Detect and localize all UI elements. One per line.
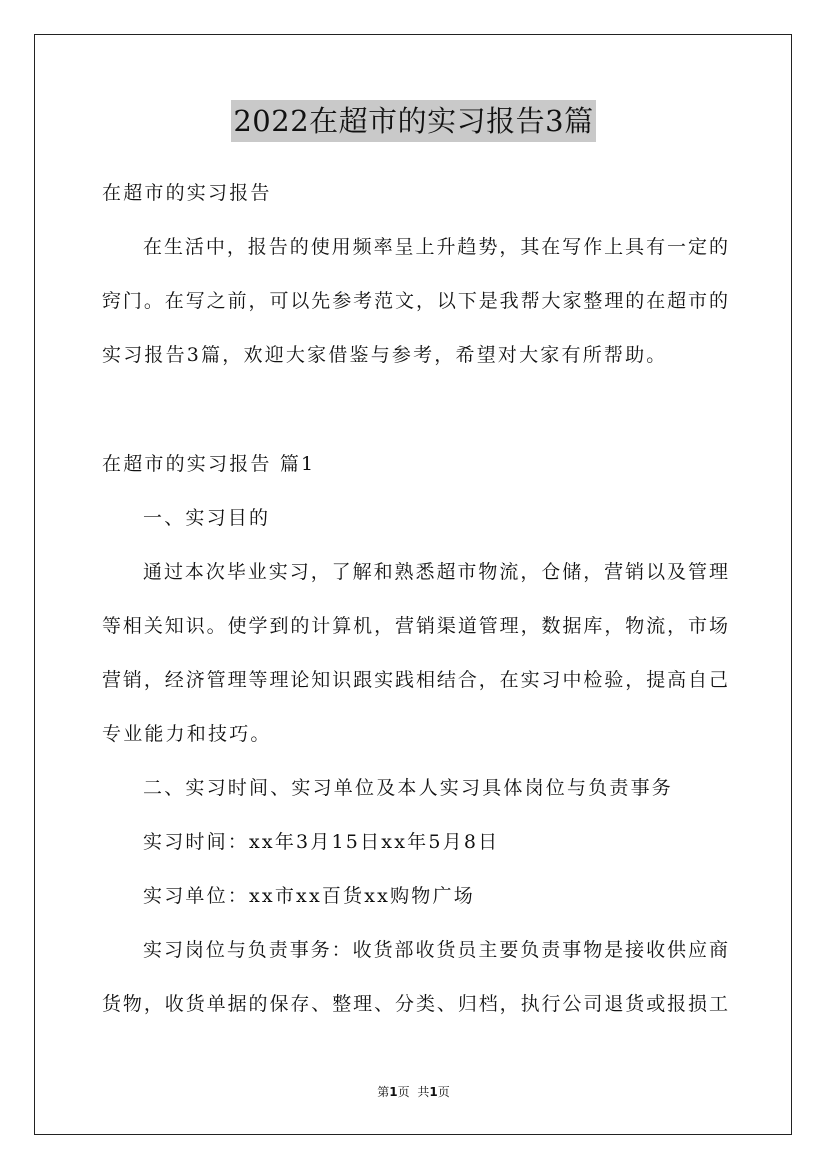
page-footer xyxy=(0,1084,827,1100)
footer-page-number: 1 xyxy=(389,1085,398,1099)
footer-total-prefix: 共 xyxy=(417,1085,430,1099)
section-heading: 在超市的实习报告 篇1 xyxy=(102,453,316,475)
footer-total-number: 1 xyxy=(429,1085,438,1099)
paragraph-line: 通过本次毕业实习，了解和熟悉超市物流，仓储，营销以及管理 xyxy=(143,561,728,583)
title-container xyxy=(0,100,827,142)
subsection-heading: 一、实习目的 xyxy=(143,507,271,529)
paragraph-line: 专业能力和技巧。 xyxy=(102,723,272,745)
paragraph-line: 营销，经济管理等理论知识跟实践相结合，在实习中检验，提高自己 xyxy=(102,669,728,691)
subsection-heading: 二、实习时间、实习单位及本人实习具体岗位与负责事务 xyxy=(143,777,674,799)
paragraph-line: 实习报告3篇，欢迎大家借鉴与参考，希望对大家有所帮助。 xyxy=(102,344,668,366)
paragraph-line: 在生活中，报告的使用频率呈上升趋势，其在写作上具有一定的 xyxy=(143,236,728,258)
paragraph-line: 实习时间：xx年3月15日xx年5月8日 xyxy=(143,831,500,853)
paragraph-line: 实习单位：xx市xx百货xx购物广场 xyxy=(143,885,475,907)
footer-total-suffix: 页 xyxy=(437,1085,450,1099)
footer-page-suffix: 页 xyxy=(397,1085,410,1099)
paragraph-line: 实习岗位与负责事务：收货部收货员主要负责事物是接收供应商 xyxy=(143,939,728,961)
paragraph-line: 窍门。在写之前，可以先参考范文，以下是我帮大家整理的在超市的 xyxy=(102,290,728,312)
section-heading: 在超市的实习报告 xyxy=(102,182,272,204)
footer-page-prefix: 第 xyxy=(377,1085,390,1099)
paragraph-line: 等相关知识。使学到的计算机，营销渠道管理，数据库，物流，市场 xyxy=(102,615,728,637)
document-title: 2022在超市的实习报告3篇 xyxy=(231,100,595,142)
paragraph-line: 货物，收货单据的保存、整理、分类、归档，执行公司退货或报损工 xyxy=(102,993,728,1015)
